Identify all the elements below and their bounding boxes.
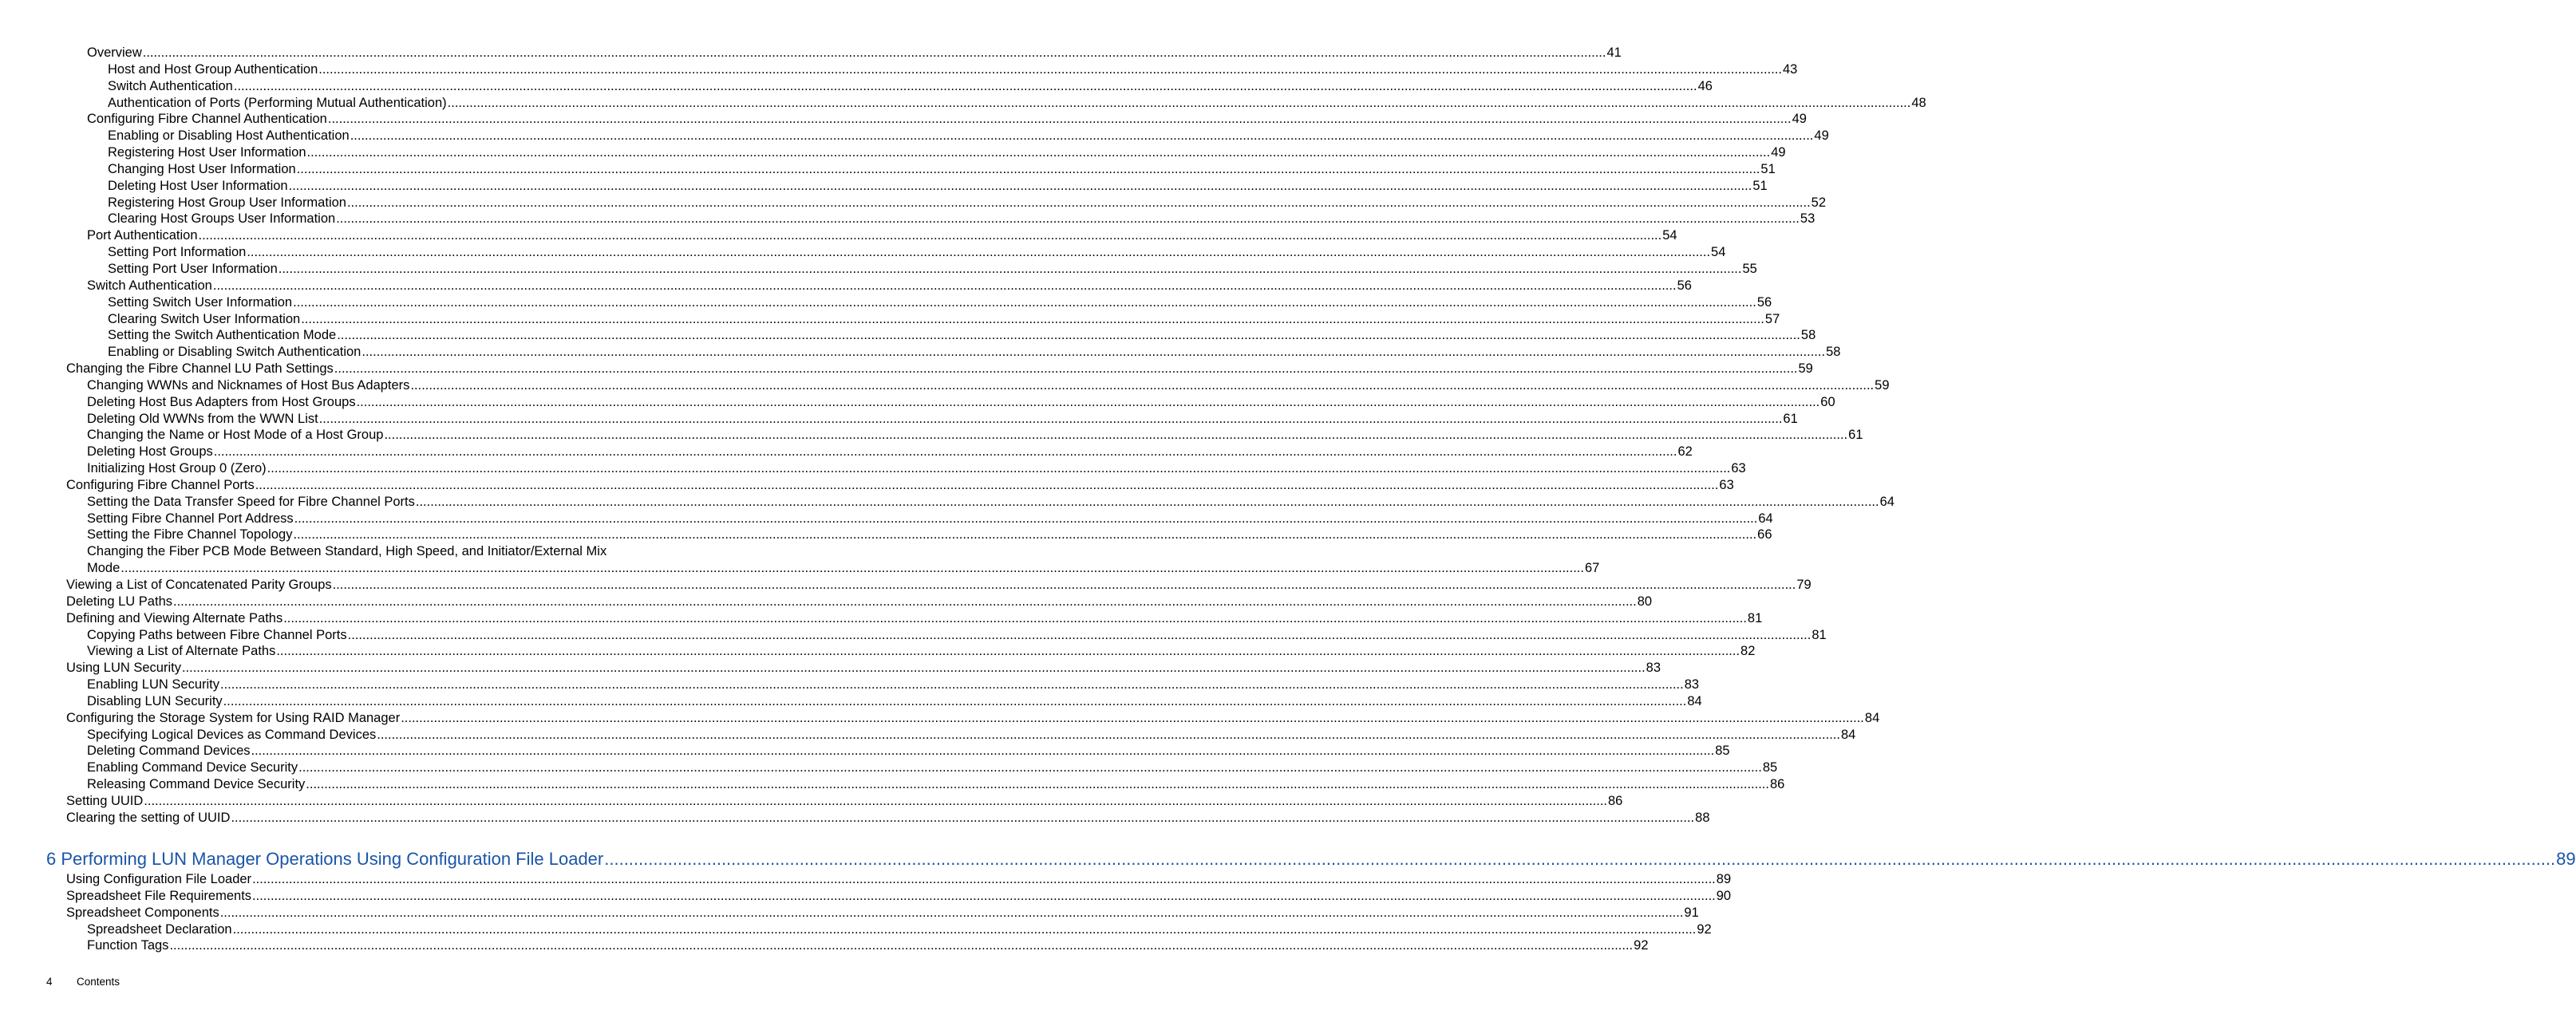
toc-entry[interactable] — [108, 311, 1780, 328]
toc-entry-title: Configuring Fibre Channel Ports — [66, 477, 255, 492]
toc-entry-title: Setting Port User Information — [108, 261, 278, 276]
toc-entry-wrapped-line: Changing the Fiber PCB Mode Between Standard, High Speed, and Initiator/External Mix — [87, 544, 607, 559]
toc-entry-page-number: 59 — [1875, 377, 1890, 393]
dot-leader: ................................................................................................................................................................................................................................................................................................................................................................................................................ — [604, 849, 2556, 869]
toc-entry-page-number: 63 — [1731, 461, 1746, 476]
toc-entry-title: Viewing a List of Concatenated Parity Groups — [66, 578, 332, 592]
toc-entry[interactable] — [66, 594, 1653, 610]
toc-entry[interactable] — [87, 394, 1835, 411]
dot-leader: ................................................................................................................................................................................................................................................................................................................................................................................................................ — [327, 112, 1792, 127]
toc-entry-page-number: 90 — [1716, 888, 1732, 903]
toc-entry[interactable] — [108, 95, 1926, 112]
toc-entry-page-number: 51 — [1760, 161, 1776, 176]
toc-entry-title: Spreadsheet File Requirements — [66, 888, 252, 903]
toc-entry-page-number: 91 — [1684, 905, 1699, 920]
toc-entry[interactable] — [66, 871, 1732, 888]
toc-entry-title: Port Authentication — [87, 228, 198, 243]
dot-leader: ................................................................................................................................................................................................................................................................................................................................................................................................................ — [410, 377, 1875, 393]
toc-entry[interactable] — [87, 444, 1693, 460]
toc-entry-page-number: 83 — [1684, 677, 1700, 692]
chapter-page-number: 89 — [2556, 849, 2576, 869]
toc-entry-title: Enabling Command Device Security — [87, 760, 298, 775]
footer-page-number: 4 — [46, 976, 53, 988]
toc-entry-title: Switch Authentication — [87, 278, 212, 293]
toc-entry-page-number: 57 — [1764, 311, 1780, 326]
toc-entry-page-number: 54 — [1711, 245, 1726, 260]
toc-entry[interactable] — [108, 294, 1772, 311]
toc-entry-page-number: 64 — [1879, 494, 1894, 509]
dot-leader: ................................................................................................................................................................................................................................................................................................................................................................................................................ — [198, 228, 1662, 243]
toc-entry-title: Spreadsheet Components — [66, 905, 219, 920]
toc-entry-title: Enabling or Disabling Host Authentication — [108, 128, 350, 144]
page-footer — [46, 975, 120, 989]
dot-leader: ................................................................................................................................................................................................................................................................................................................................................................................................................ — [223, 693, 1687, 708]
toc-entry-title: Host and Host Group Authentication — [108, 61, 318, 77]
toc-entry-title: Mode — [87, 561, 121, 576]
toc-entry[interactable] — [87, 45, 1622, 61]
dot-leader: ................................................................................................................................................................................................................................................................................................................................................................................................................ — [298, 760, 1762, 775]
toc-entry[interactable] — [108, 161, 1776, 178]
toc-entry[interactable] — [87, 494, 1894, 511]
toc-entry-title: Function Tags — [87, 938, 169, 953]
toc-entry-page-number: 88 — [1695, 810, 1710, 825]
dot-leader: ................................................................................................................................................................................................................................................................................................................................................................................................................ — [213, 444, 1677, 460]
toc-entry-title: Setting Switch User Information — [108, 294, 293, 310]
dot-leader: ................................................................................................................................................................................................................................................................................................................................................................................................................ — [231, 810, 1695, 825]
toc-entry-title: Setting Fibre Channel Port Address — [87, 511, 294, 526]
dot-leader: ................................................................................................................................................................................................................................................................................................................................................................................................................ — [337, 328, 1800, 343]
toc-entry-page-number: 54 — [1662, 228, 1677, 243]
dot-leader: ................................................................................................................................................................................................................................................................................................................................................................................................................ — [267, 461, 1731, 476]
toc-entry-page-number: 53 — [1800, 211, 1815, 227]
toc-entry-title: Clearing Host Groups User Information — [108, 211, 336, 227]
toc-entry-title: Deleting Host User Information — [108, 178, 288, 193]
toc-entry-page-number: 41 — [1606, 45, 1622, 60]
toc-entry[interactable] — [108, 261, 1757, 278]
toc-entry-page-number: 55 — [1742, 261, 1757, 276]
toc-entry-title: Registering Host Group User Information — [108, 195, 346, 210]
dot-leader: ................................................................................................................................................................................................................................................................................................................................................................................................................ — [384, 428, 1848, 443]
toc-entry-title: Deleting Old WWNs from the WWN List — [87, 411, 318, 426]
toc-entry-title: Deleting LU Paths — [66, 594, 172, 609]
toc-entry-title: Enabling or Disabling Switch Authentication — [108, 345, 362, 360]
toc-entry-page-number: 84 — [1864, 710, 1880, 725]
toc-entry-page-number: 58 — [1826, 345, 1841, 360]
dot-leader: ................................................................................................................................................................................................................................................................................................................................................................................................................ — [415, 494, 1879, 509]
dot-leader: ................................................................................................................................................................................................................................................................................................................................................................................................................ — [220, 677, 1684, 692]
dot-leader: ................................................................................................................................................................................................................................................................................................................................................................................................................ — [121, 561, 1584, 576]
dot-leader: ................................................................................................................................................................................................................................................................................................................................................................................................................ — [232, 921, 1697, 937]
toc-entry-page-number: 92 — [1634, 938, 1649, 953]
toc-entry-page-number: 81 — [1747, 610, 1763, 625]
toc-entry-title: Changing the Fibre Channel LU Path Settings — [66, 361, 334, 377]
dot-leader: ................................................................................................................................................................................................................................................................................................................................................................................................................ — [332, 578, 1796, 592]
toc-entry[interactable] — [108, 327, 1816, 344]
toc-entry-title: Setting UUID — [66, 793, 144, 808]
dot-leader: ................................................................................................................................................................................................................................................................................................................................................................................................................ — [347, 627, 1811, 642]
toc-entry[interactable] — [87, 460, 1746, 477]
dot-leader: ................................................................................................................................................................................................................................................................................................................................................................................................................ — [181, 661, 1646, 676]
dot-leader: ................................................................................................................................................................................................................................................................................................................................................................................................................ — [252, 872, 1716, 886]
toc-entry[interactable] — [108, 344, 1841, 361]
toc-entry-page-number: 49 — [1771, 145, 1786, 160]
toc-entry-title: Defining and Viewing Alternate Paths — [66, 610, 283, 625]
dot-leader: ................................................................................................................................................................................................................................................................................................................................................................................................................ — [447, 95, 1911, 110]
dot-leader: ................................................................................................................................................................................................................................................................................................................................................................................................................ — [212, 278, 1677, 293]
toc-entry[interactable] — [108, 144, 1786, 161]
toc-entry[interactable] — [87, 760, 1778, 776]
toc-entry-title: Changing WWNs and Nicknames of Host Bus Adapters — [87, 377, 410, 393]
toc-entry-title: Setting the Fibre Channel Topology — [87, 527, 293, 543]
toc-entry-page-number: 61 — [1783, 411, 1798, 426]
toc-entry-title: Setting the Data Transfer Speed for Fibre Channel Ports — [87, 494, 415, 509]
dot-leader: ................................................................................................................................................................................................................................................................................................................................................................................................................ — [336, 211, 1800, 227]
toc-entry[interactable] — [66, 610, 1763, 627]
toc-entry-title: Configuring Fibre Channel Authentication — [87, 112, 327, 127]
toc-entry[interactable] — [87, 227, 1677, 244]
table-of-contents — [0, 45, 1926, 827]
dot-leader: ................................................................................................................................................................................................................................................................................................................................................................................................................ — [283, 610, 1747, 625]
toc-entry-title: Configuring the Storage System for Using RAID Manager — [66, 710, 401, 725]
toc-entry-page-number: 80 — [1637, 594, 1653, 609]
toc-entry-page-number: 86 — [1769, 777, 1785, 792]
dot-leader: ................................................................................................................................................................................................................................................................................................................................................................................................................ — [251, 744, 1715, 759]
chapter-entries — [0, 871, 1732, 954]
toc-entry-page-number: 66 — [1757, 527, 1772, 543]
toc-entry[interactable] — [66, 660, 1661, 677]
dot-leader: ................................................................................................................................................................................................................................................................................................................................................................................................................ — [296, 161, 1760, 176]
toc-entry-title: Disabling LUN Security — [87, 693, 223, 708]
toc-entry[interactable] — [87, 560, 1600, 577]
dot-leader: ................................................................................................................................................................................................................................................................................................................................................................................................................ — [294, 511, 1758, 526]
dot-leader: ................................................................................................................................................................................................................................................................................................................................................................................................................ — [169, 938, 1634, 953]
dot-leader: ................................................................................................................................................................................................................................................................................................................................................................................................................ — [356, 394, 1820, 409]
toc-entry-title: Releasing Command Device Security — [87, 777, 306, 792]
chapter-title: 6 Performing LUN Manager Operations Using Configuration File Loader — [46, 849, 604, 869]
toc-entry-title: Deleting Command Devices — [87, 744, 251, 759]
toc-entry[interactable] — [87, 921, 1712, 938]
toc-entry-page-number: 58 — [1800, 328, 1816, 343]
dot-leader: ................................................................................................................................................................................................................................................................................................................................................................................................................ — [173, 594, 1637, 609]
toc-entry[interactable] — [66, 577, 1811, 594]
toc-entry-page-number: 48 — [1911, 95, 1926, 110]
toc-entry[interactable] — [66, 710, 1880, 727]
toc-entry[interactable] — [66, 361, 1813, 377]
toc-entry-page-number: 83 — [1646, 661, 1661, 676]
toc-entry-page-number: 46 — [1697, 78, 1713, 93]
dot-leader: ................................................................................................................................................................................................................................................................................................................................................................................................................ — [301, 311, 1764, 326]
toc-entry[interactable] — [66, 793, 1623, 810]
toc-entry-page-number: 62 — [1677, 444, 1693, 460]
toc-entry-title: Switch Authentication — [108, 78, 233, 93]
toc-entry[interactable] — [87, 677, 1700, 693]
toc-entry-title: Enabling LUN Security — [87, 677, 219, 692]
toc-entry[interactable] — [87, 743, 1730, 760]
toc-entry-page-number: 85 — [1715, 744, 1730, 759]
dot-leader: ................................................................................................................................................................................................................................................................................................................................................................................................................ — [293, 527, 1757, 543]
toc-entry[interactable] — [87, 643, 1756, 660]
toc-entry[interactable] — [66, 888, 1732, 905]
toc-entry[interactable] — [87, 937, 1649, 954]
toc-entry-title: Setting Port Information — [108, 245, 247, 260]
dot-leader: ................................................................................................................................................................................................................................................................................................................................................................................................................ — [276, 644, 1740, 659]
toc-entry[interactable] — [87, 776, 1785, 793]
toc-entry-page-number: 51 — [1752, 178, 1768, 193]
toc-entry[interactable] — [66, 905, 1699, 921]
dot-leader: ................................................................................................................................................................................................................................................................................................................................................................................................................ — [144, 793, 1607, 808]
toc-entry[interactable] — [87, 111, 1807, 128]
dot-leader: ................................................................................................................................................................................................................................................................................................................................................................................................................ — [318, 411, 1783, 426]
toc-entry-page-number: 59 — [1798, 361, 1813, 377]
toc-entry-page-number: 56 — [1756, 294, 1772, 310]
toc-entry-page-number: 85 — [1762, 760, 1778, 775]
dot-leader: ................................................................................................................................................................................................................................................................................................................................................................................................................ — [255, 477, 1719, 492]
toc-entry[interactable] — [87, 527, 1772, 543]
toc-entry-title: Specifying Logical Devices as Command Devices — [87, 727, 377, 742]
dot-leader: ................................................................................................................................................................................................................................................................................................................................................................................................................ — [306, 777, 1769, 792]
toc-entry-title: Copying Paths between Fibre Channel Ports — [87, 627, 347, 642]
dot-leader: ................................................................................................................................................................................................................................................................................................................................................................................................................ — [233, 78, 1697, 93]
dot-leader: ................................................................................................................................................................................................................................................................................................................................................................................................................ — [346, 195, 1811, 210]
dot-leader: ................................................................................................................................................................................................................................................................................................................................................................................................................ — [252, 888, 1716, 903]
toc-entry-title: Clearing Switch User Information — [108, 311, 301, 326]
toc-entry[interactable] — [87, 627, 1827, 644]
toc-entry[interactable] — [108, 128, 1829, 144]
toc-entry-page-number: 61 — [1848, 428, 1863, 443]
toc-entry-page-number: 92 — [1697, 921, 1712, 937]
dot-leader: ................................................................................................................................................................................................................................................................................................................................................................................................................ — [219, 905, 1684, 920]
toc-entry-page-number: 67 — [1584, 561, 1600, 576]
toc-entry[interactable] — [87, 427, 1863, 444]
toc-entry[interactable] — [87, 511, 1773, 527]
toc-entry[interactable] — [87, 411, 1798, 428]
toc-entry[interactable] — [108, 211, 1815, 227]
toc-entry[interactable] — [87, 693, 1702, 710]
toc-entry-page-number: 43 — [1782, 61, 1798, 77]
toc-entry-page-number: 60 — [1820, 394, 1835, 409]
toc-entry-title: Deleting Host Bus Adapters from Host Groups — [87, 394, 356, 409]
dot-leader: ................................................................................................................................................................................................................................................................................................................................................................................................................ — [306, 145, 1771, 160]
dot-leader: ................................................................................................................................................................................................................................................................................................................................................................................................................ — [142, 45, 1606, 60]
toc-entry-page-number: 56 — [1677, 278, 1692, 293]
toc-entry-title: Changing the Name or Host Mode of a Host Group — [87, 428, 384, 443]
toc-entry-title: Setting the Switch Authentication Mode — [108, 328, 337, 343]
toc-entry[interactable] — [87, 727, 1856, 744]
dot-leader: ................................................................................................................................................................................................................................................................................................................................................................................................................ — [318, 61, 1782, 77]
toc-entry-title: Authentication of Ports (Performing Mutual Authentication) — [108, 95, 447, 110]
toc-entry-title: Deleting Host Groups — [87, 444, 213, 460]
dot-leader: ................................................................................................................................................................................................................................................................................................................................................................................................................ — [377, 727, 1840, 742]
dot-leader: ................................................................................................................................................................................................................................................................................................................................................................................................................ — [293, 294, 1756, 310]
toc-entry[interactable] — [108, 78, 1713, 95]
toc-entry-page-number: 79 — [1796, 578, 1811, 592]
chapter-heading[interactable] — [46, 847, 2576, 871]
toc-entry-title: Registering Host User Information — [108, 145, 306, 160]
dot-leader: ................................................................................................................................................................................................................................................................................................................................................................................................................ — [362, 345, 1826, 360]
dot-leader: ................................................................................................................................................................................................................................................................................................................................................................................................................ — [247, 245, 1711, 260]
toc-entry-title: Clearing the setting of UUID — [66, 810, 231, 825]
toc-entry[interactable] — [108, 61, 1798, 78]
dot-leader: ................................................................................................................................................................................................................................................................................................................................................................................................................ — [278, 261, 1742, 276]
toc-entry-page-number: 63 — [1719, 477, 1734, 492]
toc-entry-title: Changing Host User Information — [108, 161, 296, 176]
toc-entry-title: Using LUN Security — [66, 661, 181, 676]
toc-entry[interactable] — [108, 195, 1827, 211]
dot-leader: ................................................................................................................................................................................................................................................................................................................................................................................................................ — [288, 178, 1752, 193]
toc-entry-title: Initializing Host Group 0 (Zero) — [87, 461, 267, 476]
toc-entry-title: Overview — [87, 45, 142, 60]
toc-entry-page-number: 86 — [1608, 793, 1623, 808]
toc-entry-page-number: 52 — [1811, 195, 1827, 210]
dot-leader: ................................................................................................................................................................................................................................................................................................................................................................................................................ — [350, 128, 1814, 144]
toc-entry[interactable] — [66, 477, 1734, 494]
toc-entry[interactable] — [108, 178, 1768, 195]
toc-entry[interactable] — [66, 810, 1710, 827]
toc-entry-page-number: 84 — [1840, 727, 1856, 742]
toc-entry-page-number: 89 — [1716, 872, 1732, 886]
toc-entry-page-number: 49 — [1792, 112, 1807, 127]
toc-entry-page-number: 84 — [1687, 693, 1702, 708]
footer-section: Contents — [77, 976, 121, 988]
toc-entry-page-number: 81 — [1811, 627, 1827, 642]
toc-entry-title: Using Configuration File Loader — [66, 872, 252, 886]
toc-entry-title: Viewing a List of Alternate Paths — [87, 644, 276, 659]
dot-leader: ................................................................................................................................................................................................................................................................................................................................................................................................................ — [401, 710, 1864, 725]
toc-entry[interactable] — [87, 377, 1890, 394]
toc-entry-title: Spreadsheet Declaration — [87, 921, 232, 937]
toc-entry[interactable] — [108, 244, 1726, 261]
toc-entry-page-number: 64 — [1758, 511, 1773, 526]
dot-leader: ................................................................................................................................................................................................................................................................................................................................................................................................................ — [334, 361, 1798, 377]
toc-entry-page-number: 82 — [1740, 644, 1756, 659]
toc-entry[interactable] — [87, 278, 1692, 294]
toc-entry-page-number: 49 — [1814, 128, 1829, 144]
